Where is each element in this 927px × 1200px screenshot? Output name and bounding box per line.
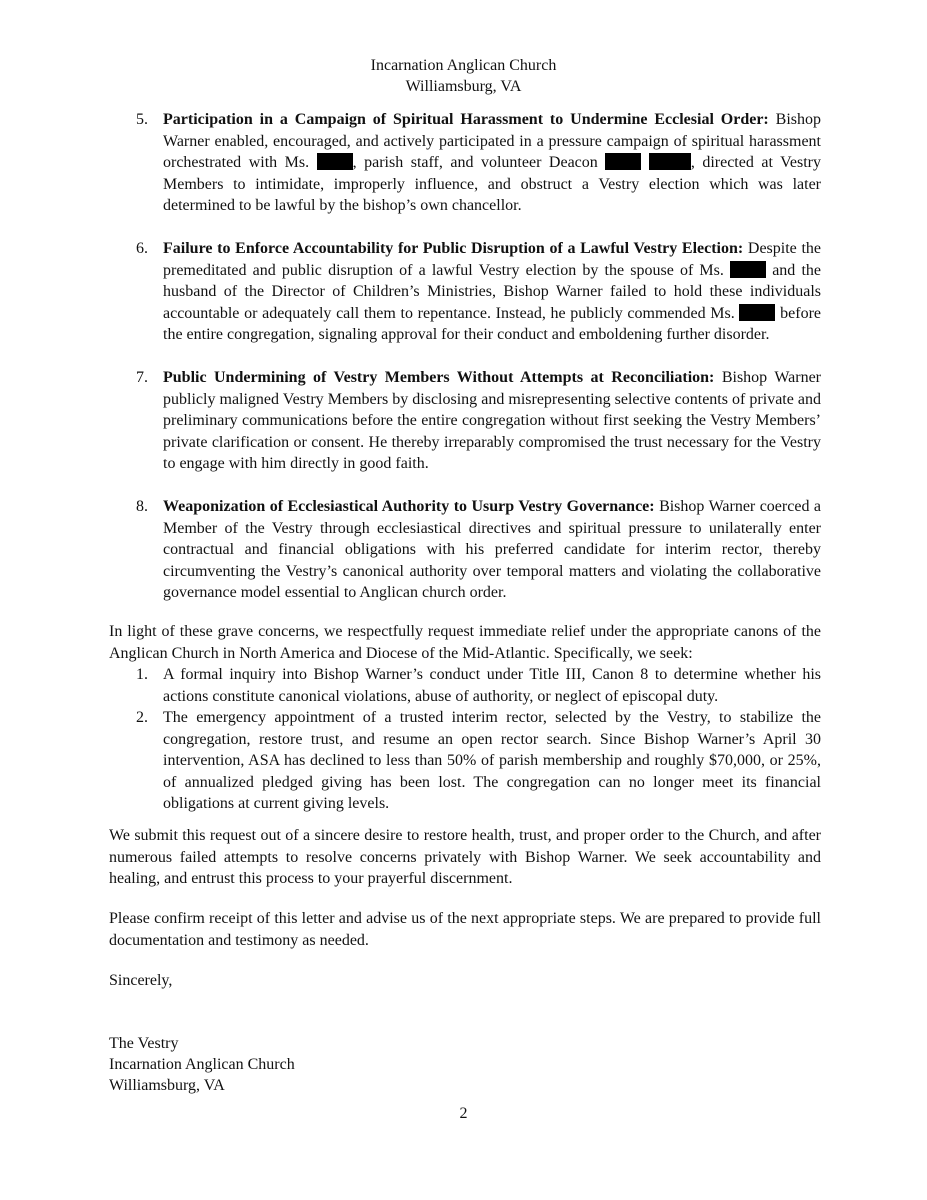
item-number: 6. (136, 240, 148, 257)
request-item-2 (136, 707, 821, 815)
item-text: Bishop Warner enabled, encouraged, and actively participated in a pressure campaign of spiritual harassment orchestrated with Ms. (163, 111, 821, 171)
item-text: Bishop Warner publicly maligned Vestry Members by disclosing and misrepresenting selective contents of private and preliminary communications before the entire congregation without first seeking the Vestry Members’ private clarification or consent. He thereby irreparably compromised the trust necessary for the Vestry to engage with him directly in good faith. (163, 369, 822, 472)
redaction-block (649, 153, 691, 170)
header-location: Williamsburg, VA (405, 78, 522, 95)
request-section (109, 621, 821, 815)
request-text: The emergency appointment of a trusted interim rector, selected by the Vestry, to stabilize the congregation, restore trust, and resume an open rector search. Since Bishop Warner’s April 30 intervention, ASA has declined to less than 50% of parish membership and roughly $70,000, or 25%, of annualized pledged giving has been lost. The congregation can no longer meet its financial obligations at current giving levels. (163, 709, 821, 812)
confirm-paragraph: Please confirm receipt of this letter and advise us of the next appropriate steps. We are prepared to provide full documentation and testimony as needed. (109, 910, 821, 949)
item-title: Public Undermining of Vestry Members Without Attempts at Reconciliation: (163, 369, 715, 386)
item-text: Despite the premeditated and public disruption of a lawful Vestry election by the spouse of Ms. (163, 240, 821, 279)
item-text: , parish staff, and volunteer Deacon (352, 154, 606, 171)
signature-line-1: The Vestry (109, 1035, 179, 1052)
request-item-1 (136, 664, 821, 707)
redaction-block (739, 304, 775, 321)
item-number: 5. (136, 111, 148, 128)
item-title: Participation in a Campaign of Spiritual Harassment to Undermine Ecclesial Order: (163, 111, 769, 128)
item-title: Failure to Enforce Accountability for Public Disruption of a Lawful Vestry Election: (163, 240, 744, 257)
request-intro: In light of these grave concerns, we respectfully request immediate relief under the appropriate canons of the Anglican Church in North America and Diocese of the Mid-Atlantic. Specifically, we seek: (109, 623, 821, 662)
item-text: Bishop Warner coerced a Member of the Vestry through ecclesiastical directives and spiritual pressure to unilaterally enter contractual and financial obligations with his preferred candidate for interim rector, thereby circumventing the Vestry’s canonical authority over temporal matters and violating the collaborative governance model essential to Anglican church order. (163, 498, 821, 601)
redaction-block (317, 153, 353, 170)
concern-item-8 (109, 496, 821, 604)
submit-paragraph: We submit this request out of a sincere desire to restore health, trust, and proper order to the Church, and after numerous failed attempts to resolve concerns privately with Bishop Warner. We seek accountability and healing, and entrust this process to your prayerful discernment. (109, 827, 821, 887)
redaction-block (730, 261, 766, 278)
concern-item-5 (109, 109, 821, 217)
closing: Sincerely, (109, 972, 173, 989)
item-number: 7. (136, 369, 148, 386)
signature-line-2: Incarnation Anglican Church (109, 1056, 295, 1073)
item-text: before the entire congregation, signaling approval for their conduct and emboldening further disorder. (163, 304, 821, 343)
request-list (109, 664, 821, 815)
item-title: Weaponization of Ecclesiastical Authority to Usurp Vestry Governance: (163, 498, 655, 515)
concern-item-7 (109, 367, 821, 475)
redaction-block (605, 153, 641, 170)
item-text: and the husband of the Director of Children’s Ministries, Bishop Warner failed to hold these individuals accountable or adequately call them to repentance. Instead, he publicly commended Ms. (163, 261, 821, 322)
item-text: , directed at Vestry Members to intimidate, improperly influence, and obstruct a Vestry election which was later determined to be lawful by the bishop’s own chancellor. (163, 154, 822, 214)
request-text: A formal inquiry into Bishop Warner’s conduct under Title III, Canon 8 to determine whether his actions constitute canonical violations, abuse of authority, or neglect of episcopal duty. (163, 666, 821, 705)
letter-header (0, 55, 927, 97)
page-number: 2 (459, 1105, 468, 1122)
signature-line-3: Williamsburg, VA (109, 1077, 225, 1094)
signature-block (109, 1033, 295, 1096)
concerns-list (109, 109, 821, 625)
request-number: 1. (136, 666, 148, 683)
item-number: 8. (136, 498, 148, 515)
request-number: 2. (136, 709, 148, 726)
concern-item-6 (109, 238, 821, 346)
header-church-name: Incarnation Anglican Church (370, 57, 557, 74)
